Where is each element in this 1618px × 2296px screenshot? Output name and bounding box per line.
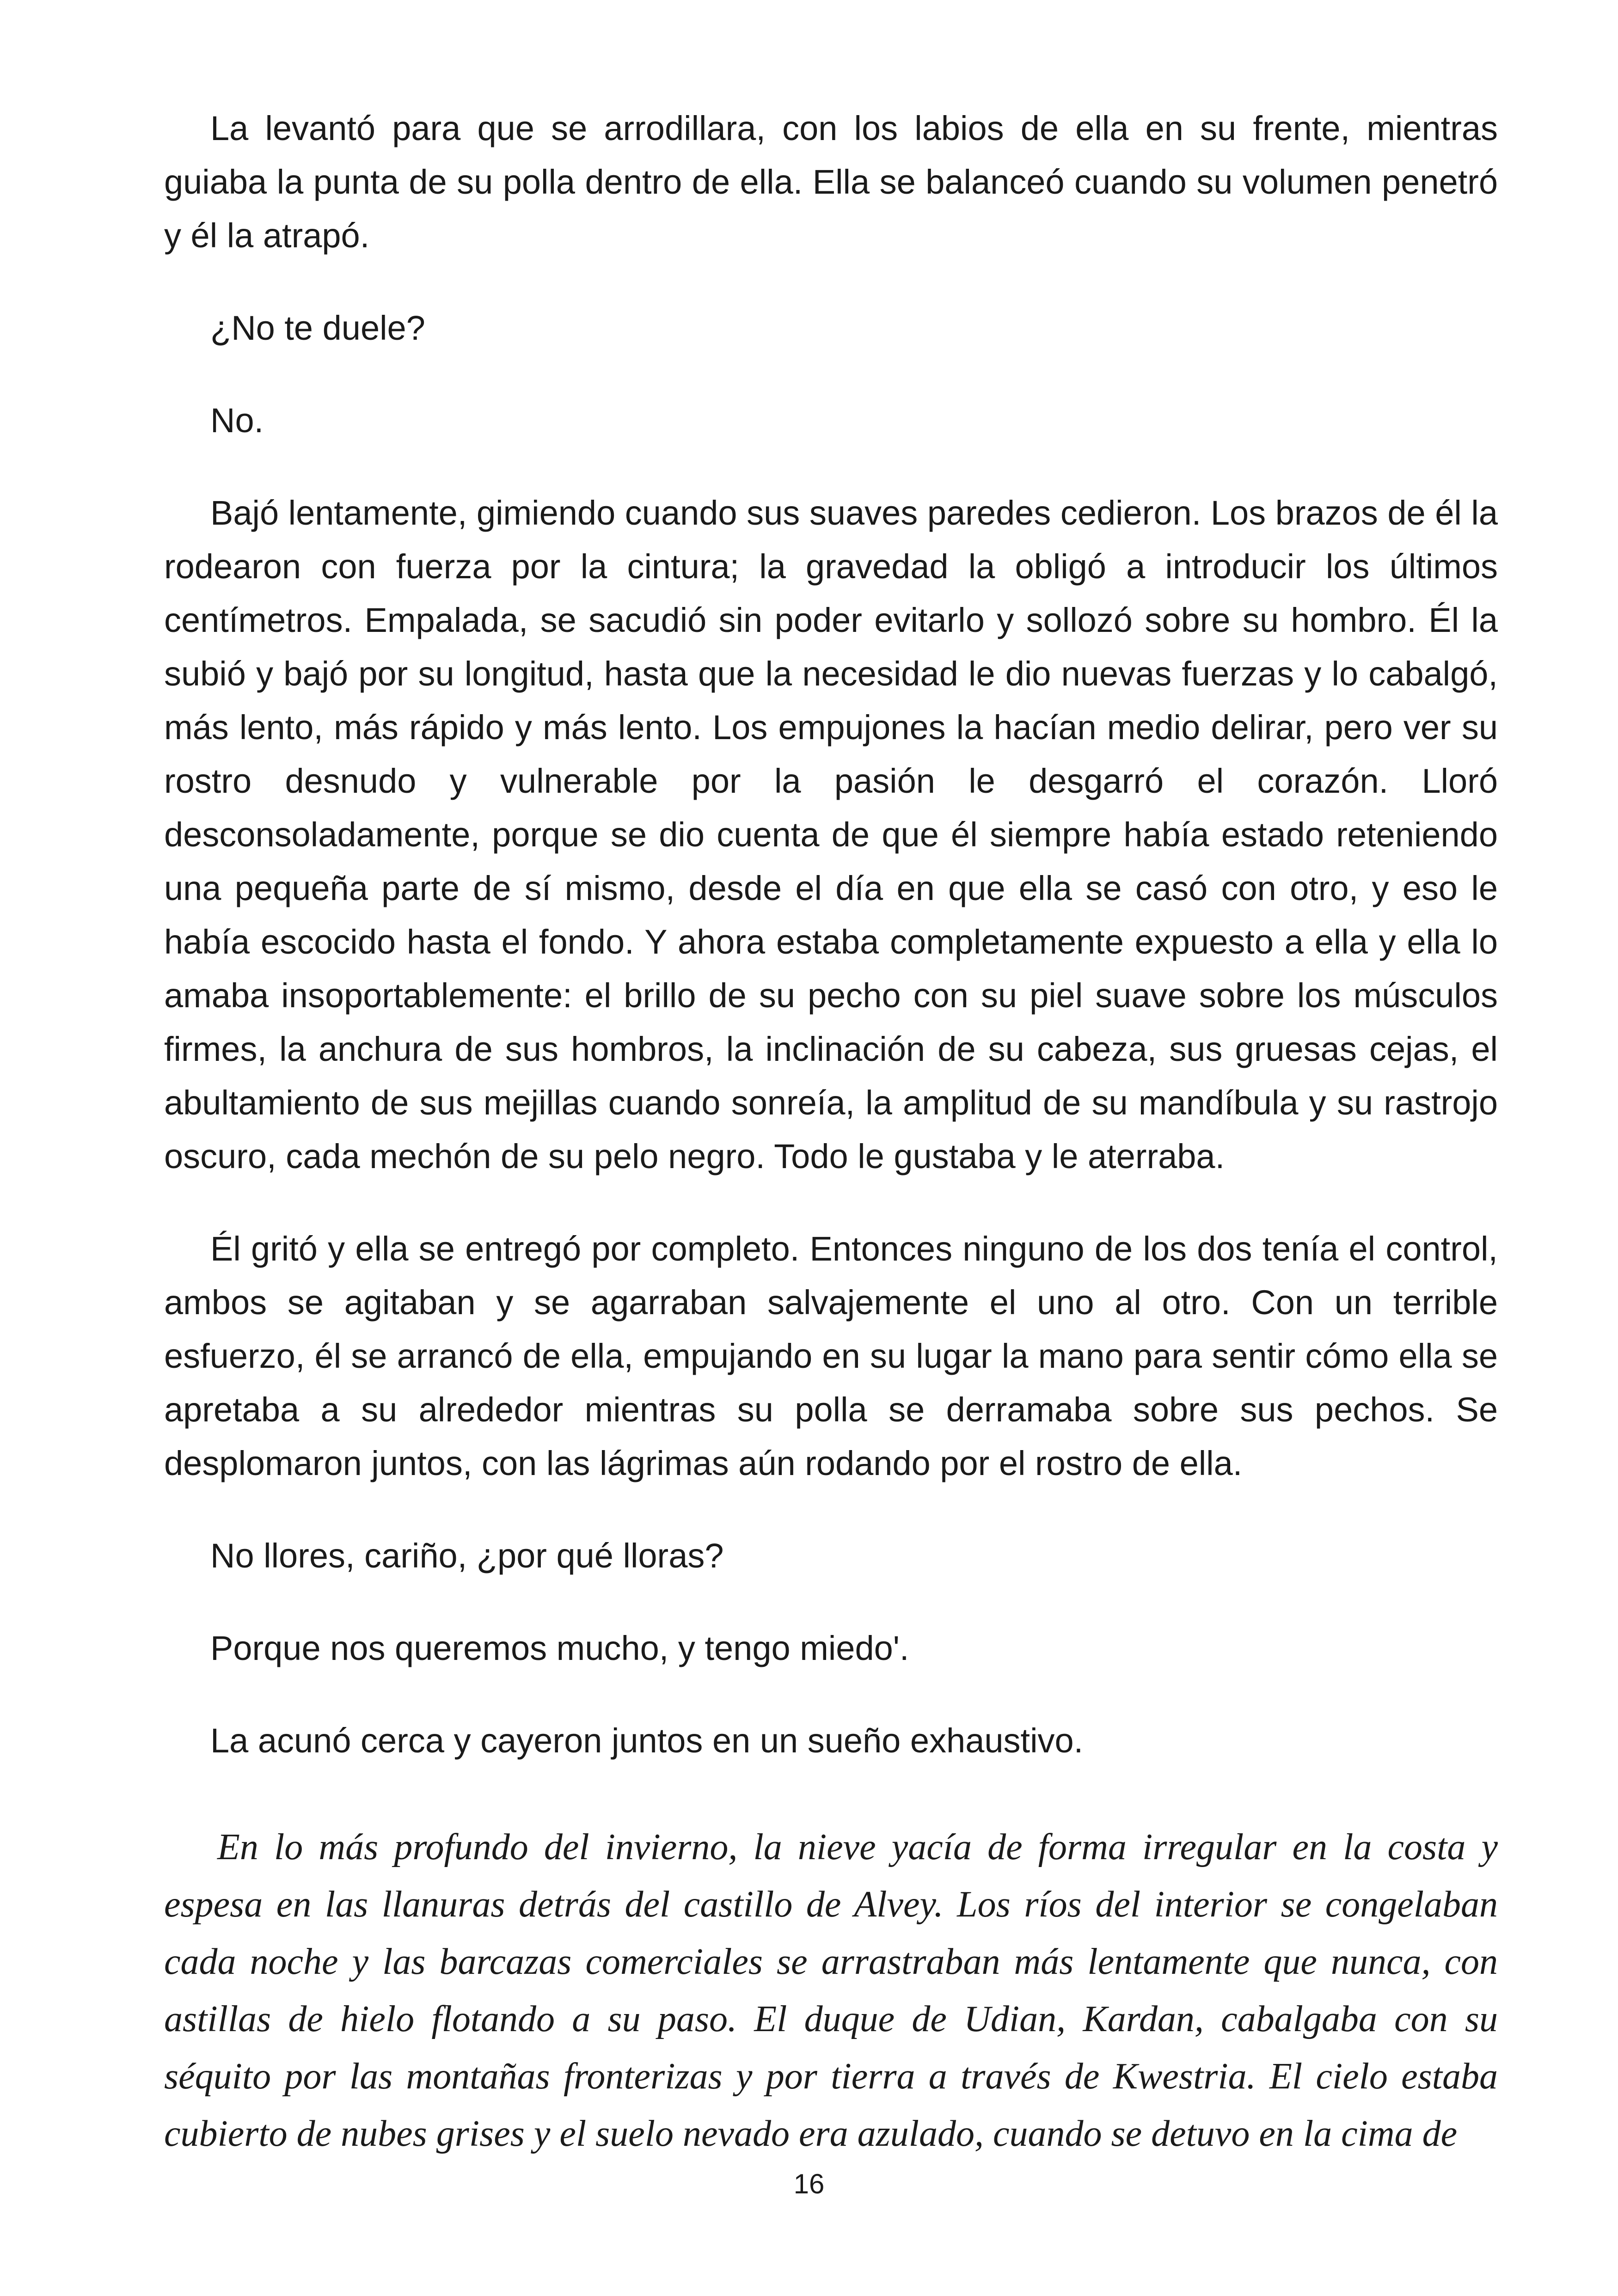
paragraph: Bajó lentamente, gimiendo cuando sus suaves paredes cedieron. Los brazos de él la rodearon con fuerza por la cintura; la gravedad la obligó a introducir los últimos centímetros. Empalada, se sacudió sin poder evitarlo y sollozó sobre su hombro. Él la subió y bajó por su longitud, hasta que la necesidad le dio nuevas fuerzas y lo cabalgó, más lento, más rápido y más lento. Los empujones la hacían medio delirar, pero ver su rostro desnudo y vulnerable por la pasión le desgarró el corazón. Lloró desconsoladamente, porque se dio cuenta de que él siempre había estado reteniendo una pequeña parte de sí mismo, desde el día en que ella se casó con otro, y eso le había escocido hasta el fondo. Y ahora estaba completamente expuesto a ella y ella lo amaba insoportablemente: el brillo de su pecho con su piel suave sobre los músculos firmes, la anchura de sus hombros, la inclinación de su cabeza, sus gruesas cejas, el abultamiento de sus mejillas cuando sonreía, la amplitud de su mandíbula y su rastrojo oscuro, cada mechón de su pelo negro. Todo le gustaba y le aterraba. [164, 494, 1498, 1176]
dialogue-line: No. [210, 401, 264, 440]
page-number: 16 [793, 2168, 825, 2199]
dialogue-line: ¿No te duele? [210, 309, 425, 347]
page-body [164, 102, 1498, 2201]
paragraph: La levantó para que se arrodillara, con los labios de ella en su frente, mientras guiaba la punta de su polla dentro de ella. Ella se balanceó cuando su volumen penetró y él la atrapó. [164, 109, 1498, 255]
dialogue-line: Porque nos queremos mucho, y tengo miedo'. [210, 1629, 909, 1667]
paragraph: La acunó cerca y cayeron juntos en un sueño exhaustivo. [210, 1721, 1084, 1760]
dialogue-line: No llores, cariño, ¿por qué lloras? [210, 1537, 724, 1575]
italic-section-paragraph: En lo más profundo del invierno, la nieve yacía de forma irregular en la costa y espesa en las llanuras detrás del castillo de Alvey. Los ríos del interior se congelaban cada noche y las barcazas comerciales se arrastraban más lentamente que nunca, con astillas de hielo flotando a su paso. El duque de Udian, Kardan, cabalgaba con su séquito por las montañas fronterizas y por tierra a través de Kwestria. El cielo estaba cubierto de nubes grises y el suelo nevado era azulado, cuando se detuvo en la cima de [164, 1827, 1498, 2154]
paragraph: Él gritó y ella se entregó por completo. Entonces ninguno de los dos tenía el control, ambos se agitaban y se agarraban salvajemente el uno al otro. Con un terrible esfuerzo, él se arrancó de ella, empujando en su lugar la mano para sentir cómo ella se apretaba a su alrededor mientras su polla se derramaba sobre sus pechos. Se desplomaron juntos, con las lágrimas aún rodando por el rostro de ella. [164, 1230, 1498, 1482]
